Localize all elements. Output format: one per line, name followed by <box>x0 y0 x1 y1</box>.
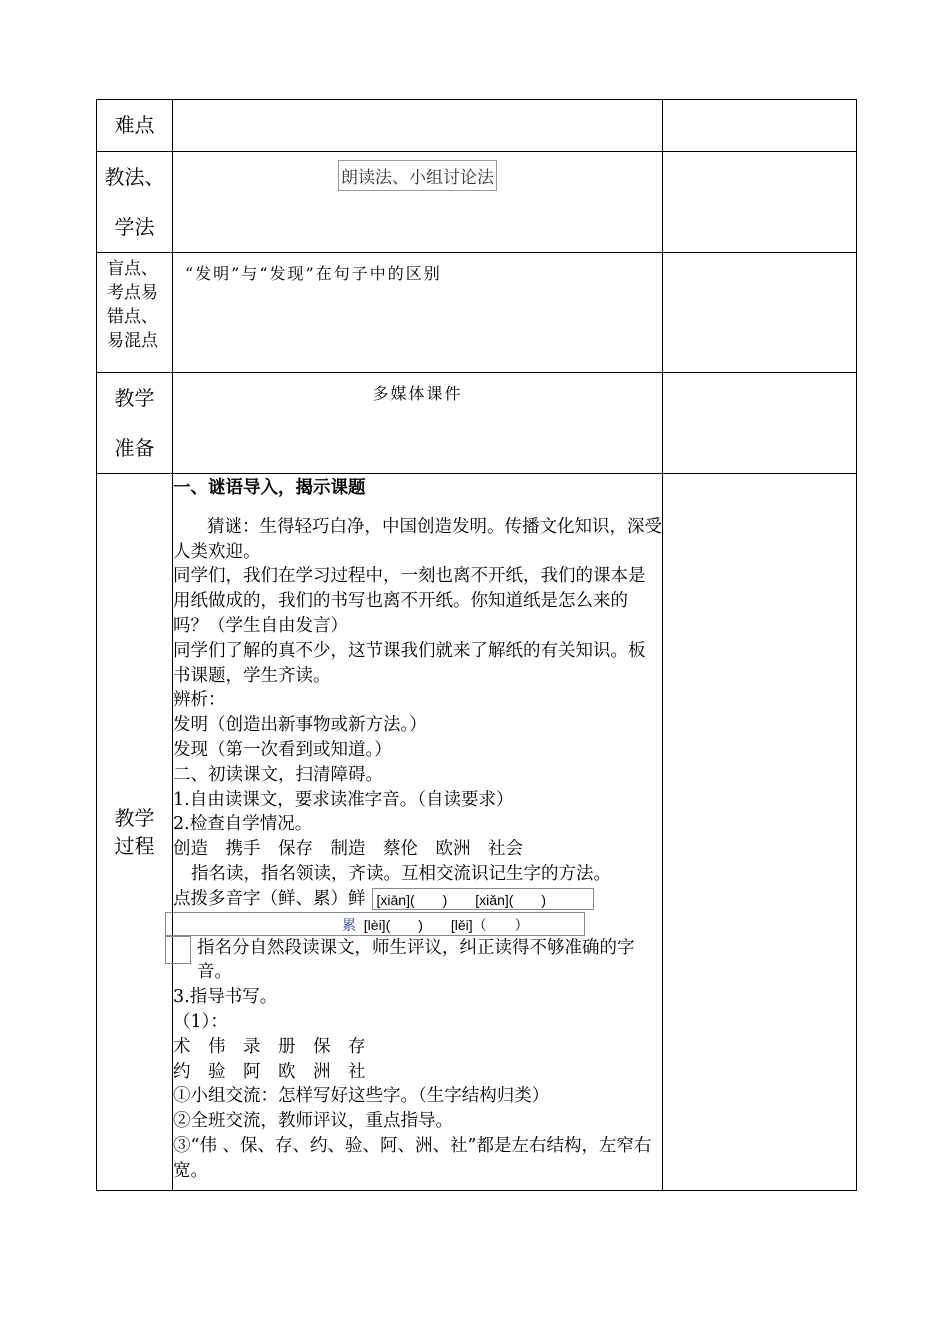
vocab-words: 创造 携手 保存 制造 蔡伦 欧洲 社会 <box>173 839 523 860</box>
reading-method: 指名读，指名领读，齐读。互相交流识记生字的方法。 <box>191 863 611 884</box>
chars-row-2: 约 验 阿 欧 洲 社 <box>173 1061 366 1082</box>
label-process-line2: 过程 <box>114 834 155 858</box>
content-preparation <box>173 373 663 474</box>
comment-1: ①小组交流：怎样写好这些字。（生字结构归类） <box>173 1086 550 1107</box>
polyphone-row <box>173 887 662 912</box>
intro-paragraph-2: 同学们了解的真不少，这节课我们就来了解纸的有关知识。板书课题，学生齐读。 <box>173 640 646 686</box>
chars-row-1: 术 伟 录 册 保 存 <box>173 1036 366 1057</box>
preparation-text: 多媒体课件 <box>372 384 463 403</box>
segment-reading-text: 指名分自然段读课文，师生评议，纠正读得不够准确的字音。 <box>197 937 635 983</box>
invent-definition: 发明（创造出新事物或新方法。） <box>173 715 427 736</box>
row-methods <box>97 152 857 253</box>
label-process <box>97 474 173 1191</box>
analysis-label: 辨析： <box>173 690 226 711</box>
blind-spots-text: “发明”与“发现”在句子中的区别 <box>185 264 442 283</box>
notes-methods <box>663 152 857 253</box>
content-difficulty <box>173 100 663 152</box>
process-heading-1: 一、谜语导入，揭示课题 <box>173 478 366 498</box>
polyphone-intro: 点拨多音字（鲜、累）鲜 <box>173 888 366 909</box>
notes-process <box>663 474 857 1191</box>
label-methods-line2: 学法 <box>114 215 155 239</box>
row-preparation <box>97 373 857 474</box>
label-blind-spots: 盲点、考点易错点、易混点 <box>97 253 173 373</box>
label-difficulty: 难点 <box>97 100 173 152</box>
label-methods <box>97 152 173 253</box>
pinyin-xian-box: [xiān]( ) [xiǎn]( ) <box>372 888 594 910</box>
content-methods <box>173 152 663 253</box>
lesson-plan-table <box>96 99 857 1191</box>
row-process <box>97 474 857 1191</box>
label-preparation <box>97 373 173 474</box>
label-prep-line2: 准备 <box>114 436 155 460</box>
comment-2: ②全班交流，教师评议，重点指导。 <box>173 1111 453 1132</box>
row-blind-spots <box>97 253 857 373</box>
comment-3: ③“伟 、保、存、约、验、阿、洲、社”都是左右结构，左窄右宽。 <box>173 1135 652 1181</box>
process-heading-2: 二、初读课文，扫清障碍。 <box>173 764 383 785</box>
content-process <box>173 474 663 1191</box>
notes-blind-spots <box>663 253 857 373</box>
step-2: 2.检查自学情况。 <box>173 814 313 835</box>
sub-step-1: （1）： <box>173 1011 228 1032</box>
discover-definition: 发现（第一次看到或知道。） <box>173 739 392 760</box>
pinyin-lei-box <box>165 912 585 936</box>
pinyin-lei-text: [lèi]( ) [lěi]（ ） <box>356 916 529 933</box>
segment-reading-row <box>173 936 662 986</box>
label-methods-line1: 教法、 <box>104 165 165 189</box>
methods-text: 朗读法、小组讨论法 <box>338 160 497 191</box>
row-difficulty <box>97 100 857 152</box>
notes-difficulty <box>663 100 857 152</box>
lei-character: 累 <box>342 916 356 933</box>
label-prep-line1: 教学 <box>114 386 155 410</box>
notes-preparation <box>663 373 857 474</box>
content-blind-spots <box>173 253 663 373</box>
step-3: 3.指导书写。 <box>173 987 278 1008</box>
step-1: 1.自由读课文，要求读准字音。（自读要求） <box>173 789 514 810</box>
intro-paragraph: 同学们，我们在学习过程中，一刻也离不开纸，我们的课本是用纸做成的，我们的书写也离不开纸。你知道纸是怎么来的吗？（学生自由发言） <box>173 566 646 636</box>
riddle-text: 猜谜：生得轻巧白净，中国创造发明。传播文化知识，深受人类欢迎。 <box>173 516 662 562</box>
label-process-line1: 教学 <box>114 806 155 830</box>
empty-box <box>165 936 191 964</box>
